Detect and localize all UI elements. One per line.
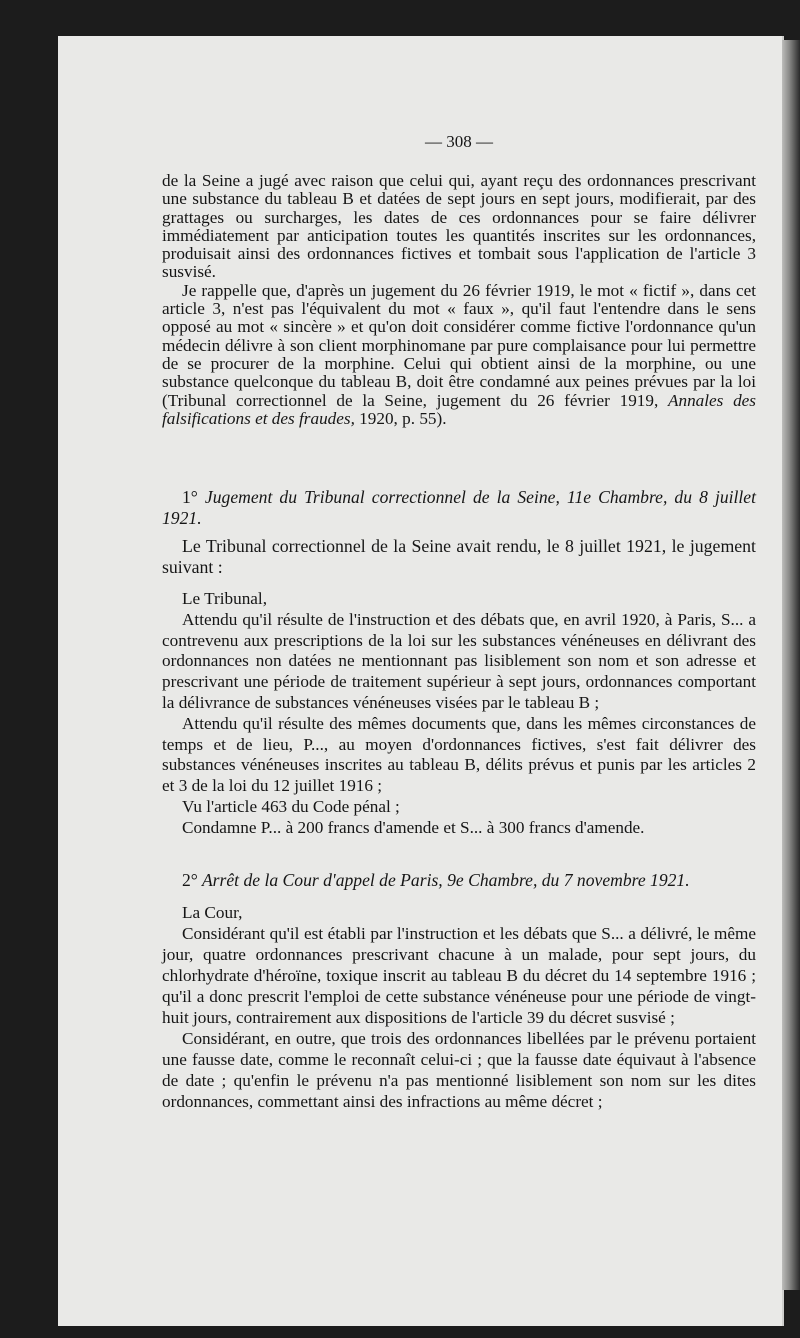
page-number: — 308 — <box>425 132 493 151</box>
condamne-paragraph: Condamne P... à 200 francs d'amende et S... à 300 francs d'amende. <box>182 817 645 837</box>
section-title-1: Jugement du Tribunal correctionnel de la Seine, 11e Chambre, du 8 juillet 1921. <box>162 487 756 528</box>
section-heading-2 <box>162 870 690 891</box>
considerant-paragraph-1: Considérant qu'il est établi par l'instruction et les débats que S... a délivré, le même jour, quatre ordonnances prescrivant chacune à un malade, pour sept jours, du chlorhydrate d'héroïne, toxique inscrit au tableau B du décret du 14 septembre 1916 ; qu'il a donc prescrit l'emploi de cette substance vénéneuse pour une période de vingt-huit jours, contrairement aux dispositions de l'article 39 du décret susvisé ; <box>162 924 756 1027</box>
page-edge <box>782 40 800 1290</box>
cour-title: La Cour, <box>182 903 243 922</box>
journal-title: Annales des falsifications et des fraudes, <box>162 390 756 428</box>
judgment-text <box>162 589 756 839</box>
section-number-2: 2° <box>182 870 198 890</box>
judgment-intro: Le Tribunal correctionnel de la Seine avait rendu, le 8 juillet 1921, le jugement suivant : <box>162 536 756 577</box>
paragraph-fictif <box>162 282 756 428</box>
vu-paragraph: Vu l'article 463 du Code pénal ; <box>182 796 400 816</box>
considerant-paragraph-2: Considérant, en outre, que trois des ordonnances libellées par le prévenu portaient une fausse date, comme le reconnaît celui-ci ; que la fausse date équivaut à l'absence de date ; qu'enfin le prévenu n'a pas mentionné lisiblement son nom sur les dites ordonnances, commettant ainsi des infractions au même décret ; <box>162 1029 756 1111</box>
attendu-paragraph-1: Attendu qu'il résulte de l'instruction et des débats que, en avril 1920, à Paris, S... a contrevenu aux prescriptions de la loi sur les substances vénéneuses en délivrant des ordonnances non datées ne mentionnant pas lisiblement son nom et son adresse et prescrivant une période de traitement supérieur à sept jours, ordonnances comportant la délivrance de substances vénéneuses visées par le tableau B ; <box>162 609 756 712</box>
section-title-2: Arrêt de la Cour d'appel de Paris, 9e Chambre, du 7 novembre 1921. <box>201 870 690 890</box>
appeal-text <box>162 902 756 1112</box>
paragraph-fictif-citation: 1920, p. 55). <box>359 408 447 428</box>
section-heading-1 <box>162 487 756 528</box>
paragraph-continuation: de la Seine a jugé avec raison que celui qui, ayant reçu des ordonnances prescrivant une substance du tableau B et datées de sept jours en sept jours, modifierait, par des grattages ou surcharges, les dates de ces ordonnances pour se faire délivrer immédiatement par anticipation toutes les quantités inscrites sur les ordonnances, produisait ainsi des ordonnances fictives et tombait sous l'application de l'article 3 susvisé. <box>162 171 756 282</box>
paragraph-fictif-text: Je rappelle que, d'après un jugement du 26 février 1919, le mot « fictif », dans cet article 3, n'est pas l'équivalent du mot « faux », qu'il faut l'entendre dans le sens opposé au mot « sincère » et qu'on doit considérer comme fictive l'ordonnance qu'un médecin délivre à son client morphinomane par pure complaisance pour lui permettre de se procurer de la morphine. Celui qui obtient ainsi de la morphine, ou une substance quelconque du tableau B, doit être condamné aux peines prévues par la loi (Tribunal correctionnel de la Seine, jugement du 26 février 1919, <box>162 280 756 410</box>
tribunal-title: Le Tribunal, <box>182 589 267 608</box>
attendu-paragraph-2: Attendu qu'il résulte des mêmes documents que, dans les mêmes circonstances de temps et de lieu, P..., au moyen d'ordonnances fictives, s'est fait délivrer des substances vénéneuses inscrites au tableau B, délits prévus et punis par les articles 2 et 3 de la loi du 12 juillet 1916 ; <box>162 713 756 796</box>
opening-section <box>162 172 756 428</box>
section-number-1: 1° <box>182 487 198 507</box>
